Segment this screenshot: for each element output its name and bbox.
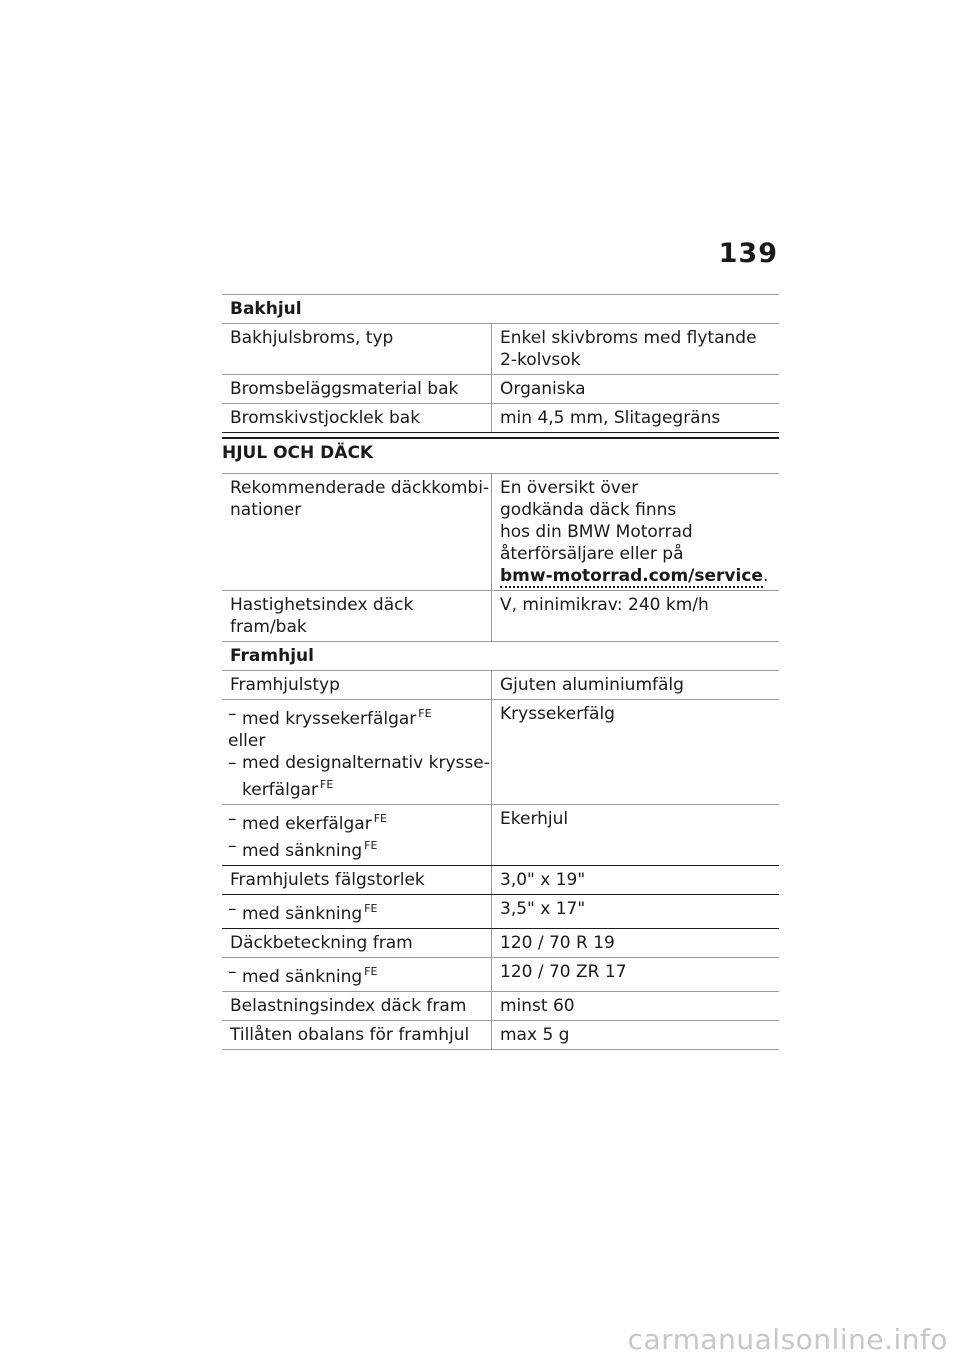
label-text: kerfälgar [242,780,319,800]
label-line [228,703,491,730]
row-value: 3,5" x 17" [500,899,586,919]
row-label [222,474,492,590]
label-text: med sänkning [242,841,363,861]
dash: – [228,836,237,856]
fe-marker: FE [320,778,334,791]
watermark: carmanualsonline.info [627,1323,948,1356]
fe-marker: FE [373,812,387,825]
label-line: nationer [230,500,302,520]
row-label: Hastighetsindex däck fram/bak [222,591,492,641]
value-line: 2-kolvsok [500,350,581,370]
row-value: V, minimikrav: 240 km/h [500,595,709,615]
row-value: minst 60 [500,996,575,1016]
dash: – [228,962,237,982]
label-text: med kryssekerfälgar [242,709,417,729]
fe-marker: FE [418,707,432,720]
wheels-tyres-section [222,437,779,1050]
value-line: hos din BMW Motorrad [500,522,693,542]
table-row [222,671,779,700]
label-line [228,808,491,835]
row-value: 120 / 70 R 19 [500,933,615,953]
label-line [228,835,491,862]
row-label: Bromsbeläggsmaterial bak [222,375,492,403]
row-label [222,958,492,991]
table-row [222,404,779,433]
table-row [222,324,779,375]
dash: – [228,753,237,773]
table-row [222,375,779,404]
rear-wheel-table [222,294,779,433]
service-link[interactable]: bmw-motorrad.com/service [500,566,763,586]
dash: – [228,809,237,829]
row-value: max 5 g [500,1025,570,1045]
label-text: med sänkning [242,967,363,987]
row-value: Organiska [500,379,586,399]
row-value: 120 / 70 ZR 17 [500,962,627,982]
row-value: Ekerhjul [500,809,569,829]
fe-marker: FE [364,965,378,978]
row-label: Framhjulets fälgstorlek [222,866,492,894]
label-line [228,774,491,801]
label-line: Rekommenderade däckkombi- [230,478,490,498]
rear-wheel-heading: Bakhjul [222,294,779,324]
period: . [762,566,769,586]
row-value [492,324,779,374]
table-row [222,700,779,805]
table-row [222,805,779,866]
row-value: Kryssekerfälg [500,704,615,724]
label-line [228,752,491,774]
row-label [222,895,492,928]
row-label: Belastningsindex däck fram [222,992,492,1020]
value-line: godkända däck finns [500,500,677,520]
row-label: Framhjulstyp [222,671,492,699]
table-row [222,474,779,591]
row-label: Bromskivstjocklek bak [222,404,492,432]
front-wheel-heading: Framhjul [222,642,779,671]
value-line: Enkel skivbroms med flytande [500,328,757,348]
dash: – [228,899,237,919]
label-text: med sänkning [242,904,363,924]
value-line: En översikt över [500,478,639,498]
table-row [222,992,779,1021]
label-line: eller [228,731,266,751]
label-text: med ekerfälgar [242,814,372,834]
table-row [222,866,779,895]
dash: – [228,704,237,724]
row-value: 3,0" x 19" [500,870,586,890]
row-label: Däckbeteckning fram [222,929,492,957]
value-line [500,565,779,587]
row-value [492,474,779,590]
page-number: 139 [718,238,778,269]
row-label: Tillåten obalans för framhjul [222,1021,492,1049]
row-value: Gjuten aluminiumfälg [500,675,684,695]
row-label [222,700,492,804]
row-label [222,805,492,865]
section-title: HJUL OCH DÄCK [222,437,779,474]
fe-marker: FE [364,902,378,915]
table-row [222,895,779,929]
table-row [222,591,779,642]
table-row [222,929,779,958]
row-value: min 4,5 mm, Slitagegräns [500,408,721,428]
row-label: Bakhjulsbroms, typ [222,324,492,374]
value-line: återförsäljare eller på [500,544,684,564]
table-row [222,958,779,992]
fe-marker: FE [364,839,378,852]
label-text: med designalternativ krysse- [242,753,490,773]
table-row [222,1021,779,1050]
